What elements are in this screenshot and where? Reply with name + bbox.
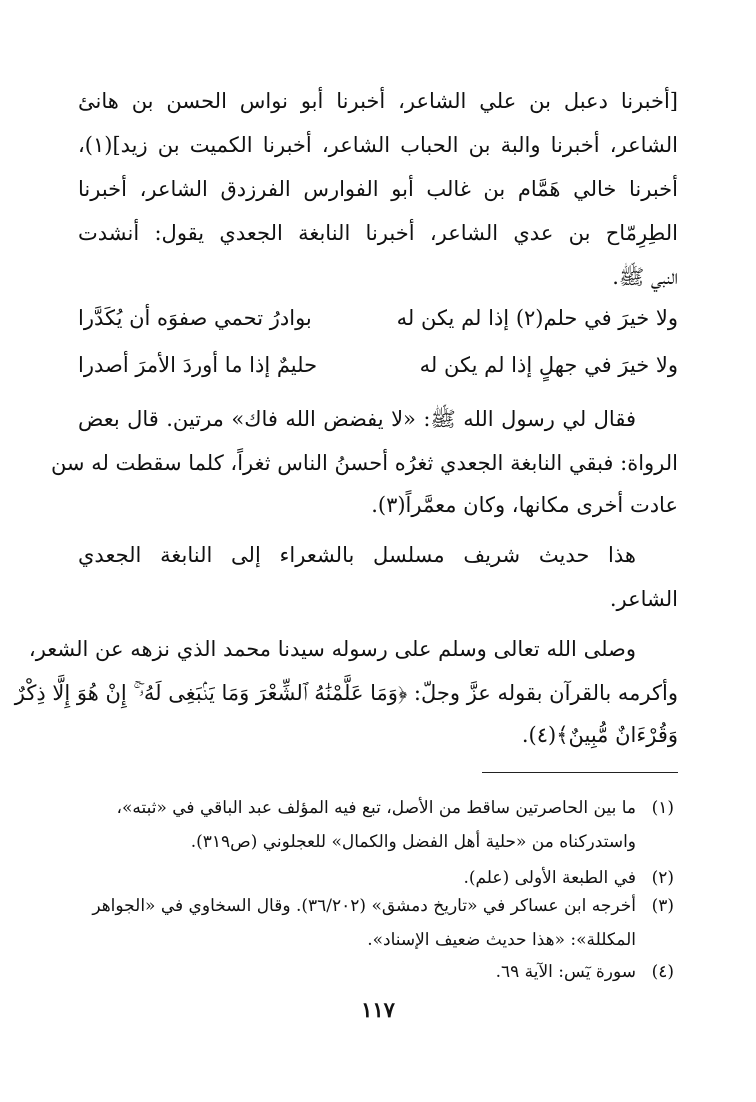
footnote-3-line-1 — [78, 893, 674, 919]
footnote-4-text-1: سورة يٓس: الآية ٦٩. — [495, 962, 636, 982]
verse-1-first-hemistich: ولا خيرَ في حلم(٢) إذا لم يكن له — [396, 306, 678, 330]
paragraph-1-line-2: الشاعر، أخبرنا والبة بن الحباب الشاعر، أخبرنا الكميت بن زيد](١)، — [78, 133, 678, 157]
paragraph-2-line-3: عادت أخرى مكانها، وكان معمَّراً(٣). — [371, 493, 678, 517]
verse-1-second-hemistich: بوادرُ تحمي صفوَه أن يُكَدَّرا — [78, 306, 312, 330]
footnote-divider — [482, 772, 678, 773]
paragraph-3-line-2: الشاعر. — [609, 587, 678, 611]
paragraph-3-line-1: هذا حديث شريف مسلسل بالشعراء إلى النابغة الجعدي — [78, 543, 636, 567]
footnote-4-number: (٤) — [651, 962, 674, 982]
footnote-2-number: (٢) — [651, 868, 674, 888]
paragraph-2-line-1: فقال لي رسول الله ﷺ: «لا يفضض الله فاك» مرتين. قال بعض — [78, 407, 636, 431]
paragraph-4-line-1: وصلى الله تعالى وسلم على رسوله سيدنا محمد الذي نزهه عن الشعر، — [28, 637, 636, 661]
page-number: ١١٧ — [361, 997, 395, 1022]
footnote-3-number: (٣) — [651, 896, 674, 916]
footnote-2-text-1: في الطبعة الأولى (علم). — [463, 868, 636, 888]
paragraph-1-line-1: [أخبرنا دعبل بن علي الشاعر، أخبرنا أبو نواس الحسن بن هانئ — [78, 89, 678, 113]
paragraph-2-line-2: الرواة: فبقي النابغة الجعدي ثغرُه أحسنُ الناس ثغراً، كلما سقطت له سن — [50, 451, 678, 475]
footnote-4-line-1 — [78, 959, 674, 985]
paragraph-4-line-3: وَقُرْءَانٌ مُّبِينٌ﴾(٤). — [521, 723, 678, 747]
verse-2-second-hemistich: حليمٌ إذا ما أوردَ الأمرَ أصدرا — [78, 353, 318, 377]
verse-2-first-hemistich: ولا خيرَ في جهلٍ إذا لم يكن له — [419, 353, 678, 377]
footnote-3-text-1: أخرجه ابن عساكر في «تاريخ دمشق» (٣٦/٢٠٢). وقال السخاوي في «الجواهر — [92, 896, 636, 916]
footnote-1-text-1: ما بين الحاصرتين ساقط من الأصل، تبع فيه المؤلف عبد الباقي في «ثبته»، — [116, 798, 636, 818]
paragraph-1-line-5: النبي ﷺ. — [612, 265, 678, 289]
footnote-2-line-1 — [78, 865, 674, 891]
paragraph-1-line-4: الطِرِمّاح بن عدي الشاعر، أخبرنا النابغة الجعدي يقول: أنشدت — [78, 221, 678, 245]
paragraph-4-line-2: وأكرمه بالقرآن بقوله عزَّ وجلّ: ﴿وَمَا عَلَّمْنَٰهُ ٱلشِّعْرَ وَمَا يَنۢبَغِى لَهُۥٓ ۚ إِنْ هُوَ إِلَّا ذِكْرٌ — [14, 681, 678, 705]
footnote-1-number: (١) — [651, 798, 674, 818]
footnote-3-line-2: المكللة»: «هذا حديث ضعيف الإسناد». — [367, 930, 636, 950]
footnote-1-line-2: واستدركناه من «حلية أهل الفضل والكمال» للعجلوني (ص٣١٩). — [190, 832, 636, 852]
footnote-1-line-1 — [78, 795, 674, 821]
paragraph-1-line-3: أخبرنا خالي هَمَّام بن غالب أبو الفوارس الفرزدق الشاعر، أخبرنا — [78, 177, 678, 201]
